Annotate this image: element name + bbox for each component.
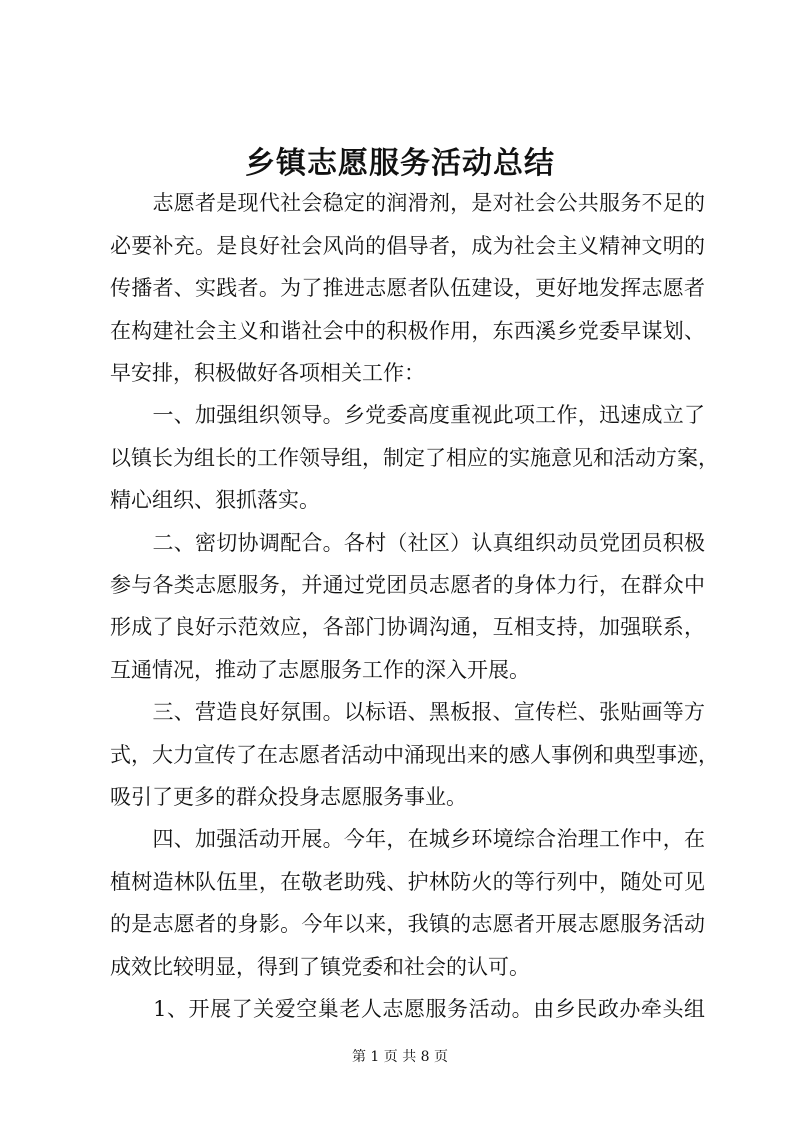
- body-line: 三、营造良好氛围。以标语、黑板报、宣传栏、张贴画等方: [110, 700, 705, 724]
- body-line: 早安排，积极做好各项相关工作：: [110, 361, 425, 385]
- body-line: 以镇长为组长的工作领导组，制定了相应的实施意见和活动方案，: [110, 446, 719, 470]
- body-line: 植树造林队伍里，在敬老助残、护林防火的等行列中，随处可见: [110, 870, 705, 894]
- body-line: 吸引了更多的群众投身志愿服务事业。: [110, 785, 467, 809]
- body-line: 二、密切协调配合。各村（社区）认真组织动员党团员积极: [110, 531, 705, 555]
- body-line: 的是志愿者的身影。今年以来，我镇的志愿者开展志愿服务活动: [110, 912, 705, 936]
- document-title: 乡镇志愿服务活动总结: [245, 146, 555, 181]
- body-line: 在构建社会主义和谐社会中的积极作用，东西溪乡党委早谋划、: [110, 319, 705, 343]
- body-line: 传播者、实践者。为了推进志愿者队伍建设，更好地发挥志愿者: [110, 276, 705, 300]
- body-line: 1、开展了关爱空巢老人志愿服务活动。由乡民政办牵头组: [110, 997, 705, 1021]
- body-line: 形成了良好示范效应，各部门协调沟通，互相支持，加强联系，: [110, 615, 705, 639]
- body-line: 成效比较明显，得到了镇党委和社会的认可。: [110, 955, 530, 979]
- body-line: 一、加强组织领导。乡党委高度重视此项工作，迅速成立了: [110, 403, 705, 427]
- page-footer: 第 1 页 共 8 页: [351, 1049, 449, 1065]
- body-line: 式，大力宣传了在志愿者活动中涌现出来的感人事例和典型事迹，: [110, 743, 719, 767]
- body-line: 互通情况，推动了志愿服务工作的深入开展。: [110, 658, 530, 682]
- body-line: 必要补充。是良好社会风尚的倡导者，成为社会主义精神文明的: [110, 234, 705, 258]
- body-line: 志愿者是现代社会稳定的润滑剂，是对社会公共服务不足的: [110, 191, 705, 215]
- body-line: 四、加强活动开展。今年，在城乡环境综合治理工作中，在: [110, 827, 705, 851]
- body-line: 参与各类志愿服务，并通过党团员志愿者的身体力行，在群众中: [110, 573, 705, 597]
- body-line: 精心组织、狠抓落实。: [110, 488, 320, 512]
